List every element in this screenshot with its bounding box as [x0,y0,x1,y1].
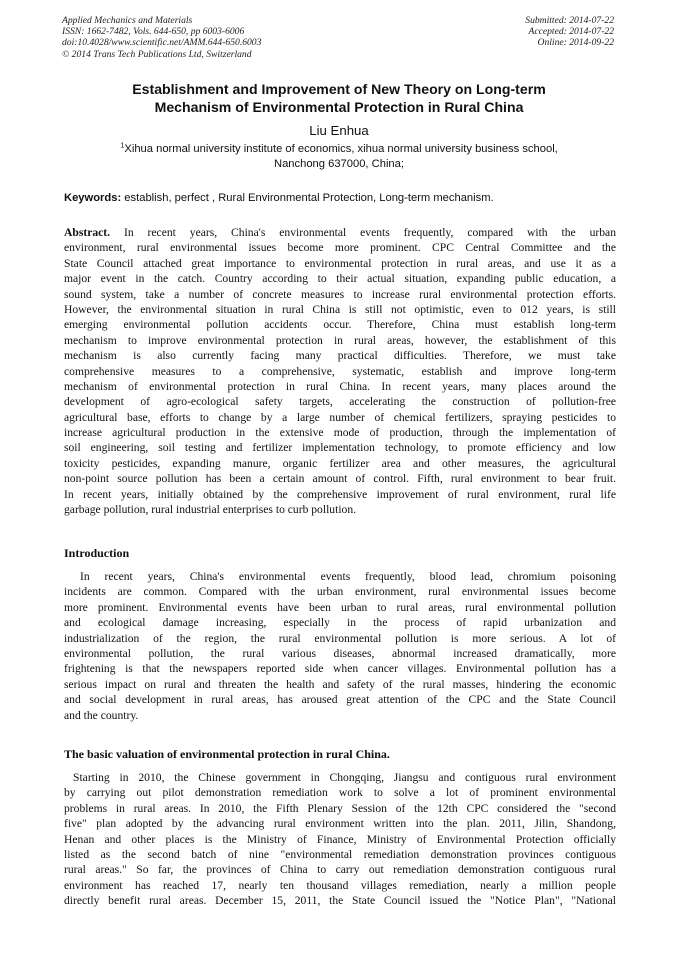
introduction-body [64,569,616,723]
submission-dates [525,15,614,49]
abstract-line: agricultural base, efforts to change by a large number of chemical fertilizers, spraying pesticides to [64,410,616,424]
affiliation-line: Xihua normal university institute of economics, xihua normal university business school, [124,143,558,155]
submitted-date: Submitted: 2014-07-22 [525,15,614,26]
paragraph-line: environmental pollution, the rural various diseases, abnormal increased dramatically, more [64,646,616,660]
paragraph-line: problems in rural areas. In 2010, the Fifth Plenary Session of the 12th CPC considered the "second [64,801,616,815]
affiliation-line: Nanchong 637000, China; [273,158,404,170]
abstract [64,225,616,517]
abstract-line: environment, rural environmental issues become more prominent. CPC Central Committee and the [64,241,616,255]
title-line: Establishment and Improvement of New Theory on Long-term [132,81,546,97]
paragraph-line: incidents are common. Compared with the urban environment, rural environmental issues become [64,585,616,599]
doi-line: doi:10.4028/www.scientific.net/AMM.644-650.6003 [62,37,262,49]
abstract-line: mechanism of environmental protection in rural China. In recent years, many places around the [64,379,616,393]
paragraph-line: environment has reached 17, nearly ten thousand villages remediation, nearly a million people [64,878,616,892]
paragraph-line: serious impact on rural and threaten the health and safety of the rural masses, hindering the economic [64,677,616,691]
abstract-line: soil engineering, soil testing and fertilizer implementation technology, to promote efficiency and low [64,441,616,455]
paragraph-line: directly benefit rural areas. December 15, 2011, the State Council issued the "Notice Plan", "National [64,894,616,908]
online-date: Online: 2014-09-22 [537,37,614,49]
introduction-heading: Introduction [64,546,130,560]
keywords-text: establish, perfect , Rural Environmental Protection, Long-term mechanism. [121,192,494,204]
abstract-line: major event in the catch. Country according to their actual situation, expanding public education, a [64,272,616,286]
abstract-line: development of agro-ecological safety targets, accelerating the construction of pollution-free [64,395,616,409]
journal-info [62,15,261,60]
author-name: Liu Enhua [309,123,369,138]
issn-line: ISSN: 1662-7482, Vols. 644-650, pp 6003-6006 [62,26,245,38]
title-line: Mechanism of Environmental Protection in Rural China [154,98,524,115]
abstract-line: sound system, take a number of concrete measures to increase rural environmental protection efforts. [64,287,616,301]
abstract-line: garbage pollution, rural industrial enterprises to curb pollution. [64,503,357,517]
paragraph-line: rural areas." So far, the provinces of China to carry out remediation demonstration contiguous rural [64,863,616,877]
paper-title [64,81,614,116]
paragraph-line: Henan and other places is the Ministry of Finance, Ministry of Environmental Protection officially [64,832,616,846]
paragraph-line: Starting in 2010, the Chinese government in Chongqing, Jiangsu and contiguous rural environment [73,771,616,784]
section-heading: The basic valuation of environmental protection in rural China. [64,747,390,761]
keywords-label: Keywords: [64,192,122,204]
abstract-label: Abstract. [64,226,111,239]
paragraph-line: In recent years, China's environmental events frequently, blood lead, chromium poisoning [80,570,616,583]
paragraph-line: listed as the second batch of nine "environmental remediation demonstration provinces contiguous [64,847,616,861]
abstract-line: However, the environmental situation in rural China is still not optimistic, even to 012 years, is still [64,302,616,316]
paragraph-line: and the country. [64,708,139,722]
accepted-date: Accepted: 2014-07-22 [528,26,614,38]
abstract-line: State Council attached great importance to environmental protection in rural areas, and use it as a [64,256,616,270]
abstract-line: emerging environmental pollution accidents occur. Therefore, China must establish long-term [64,318,616,332]
copyright-line: © 2014 Trans Tech Publications Ltd, Switzerland [62,48,252,60]
abstract-line: mechanism to improve environmental protection in rural areas, however, the establishment of this [64,333,616,347]
affiliation-marker: 1 [120,140,125,150]
abstract-line: Abstract. In recent years, China's environmental events frequently, compared with the urban [64,226,616,239]
affiliation [64,142,614,172]
abstract-line: comprehensive measures to a comprehensive, systematic, establish and improve long-term [64,364,616,378]
abstract-line: increase agricultural production in the extensive mode of production, through the implementation of [64,426,616,440]
paragraph-line: five" plan adopted by the advancing rural environment written into the plan. 2011, Jilin, Shandong, [64,817,616,831]
abstract-line: mechanism is also currently facing many practical difficulties. Therefore, we must take [64,349,616,363]
journal-name: Applied Mechanics and Materials [62,15,193,26]
section-body [64,770,616,909]
abstract-line: non-point source pollution has been a certain amount of control. Fifth, rural environment to bear fruit. [64,472,616,486]
paragraph-line: frightening is that the newspapers reported side when cancer villages. Environmental pollution has a [64,662,616,676]
paragraph-line: industrialization of the region, the rural environmental pollution is more serious. A lot of [64,631,616,645]
paragraph-line: and ecological damage increasing, especially in the process of rapid urbanization and [64,616,616,630]
paragraph-line: and social development in rural areas, has aroused great attention of the CPC and the State Council [64,693,616,707]
paragraph-line: more prominent. Environmental events have been urban to rural areas, rural environmental pollution [64,600,616,614]
abstract-line: In recent years, initially obtained by the comprehensive improvement of rural environment, rural life [64,487,616,501]
keywords [64,191,616,206]
abstract-line: toxicity pesticides, expanding manure, organic fertilizer area and other measures, the agricultural [64,456,616,470]
paragraph-line: by carrying out pilot demonstration remediation work to solve a lot of prominent environmental [64,786,616,800]
